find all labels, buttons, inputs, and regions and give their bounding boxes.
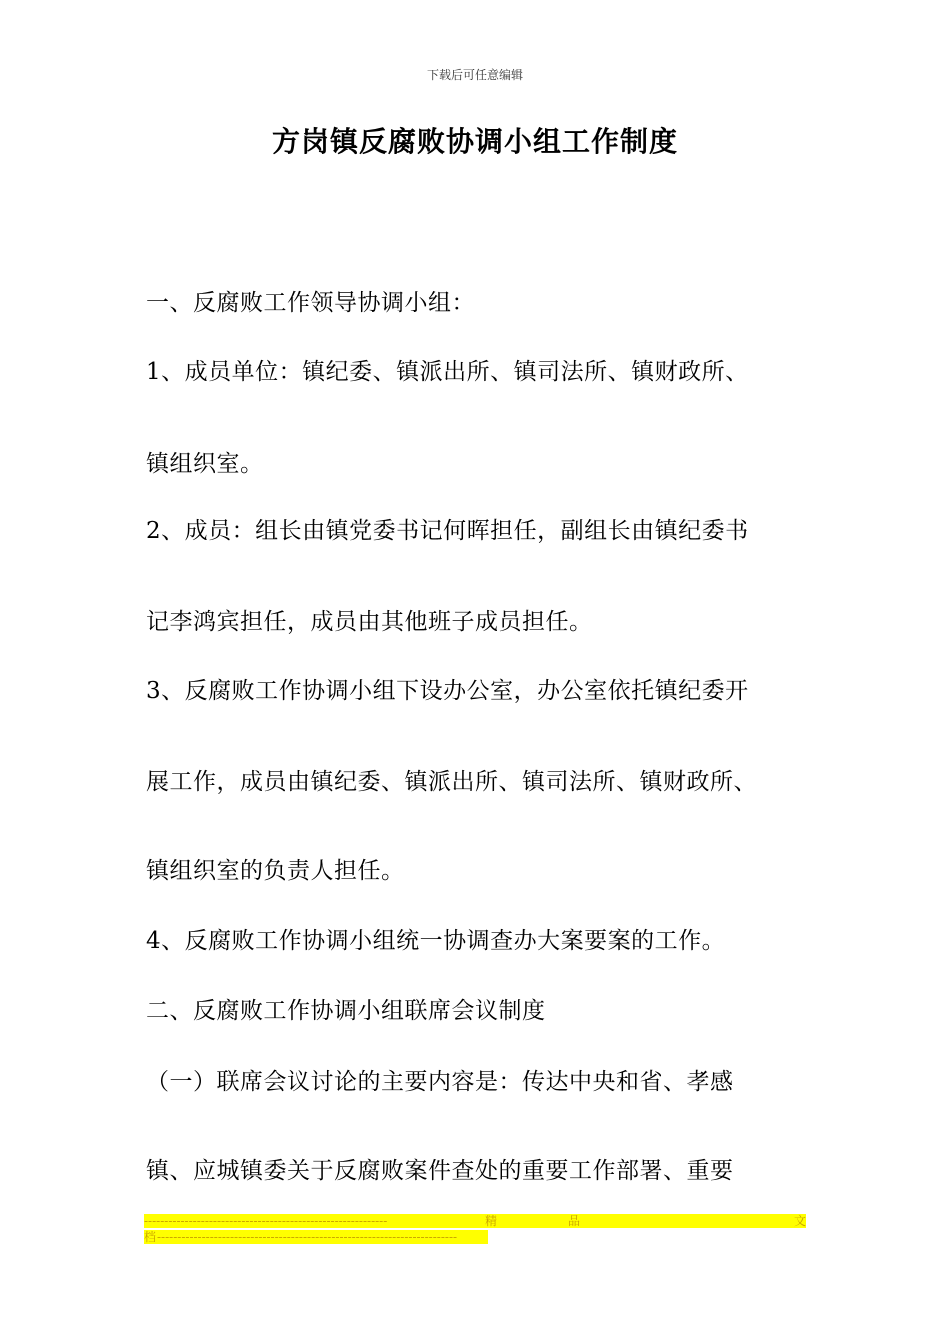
paragraph-line: 镇、应城镇委关于反腐败案件查处的重要工作部署、重要 bbox=[146, 1158, 734, 1184]
header-note: 下载后可任意编辑 bbox=[426, 68, 523, 82]
paragraph-line: 记李鸿宾担任，成员由其他班子成员担任。 bbox=[146, 609, 593, 635]
footer-text: 档 bbox=[144, 1230, 157, 1244]
paragraph-line: 4、反腐败工作协调小组统一协调查办大案要案的工作。 bbox=[146, 928, 726, 954]
paragraph-line: 展工作，成员由镇纪委、镇派出所、镇司法所、镇财政所、 bbox=[146, 769, 757, 795]
footer-text: 精 bbox=[485, 1214, 498, 1228]
document-title: 方岗镇反腐败协调小组工作制度 bbox=[271, 125, 678, 158]
paragraph-line: 镇组织室的负责人担任。 bbox=[146, 858, 405, 884]
paragraph-line: 一、反腐败工作领导协调小组： bbox=[146, 290, 475, 316]
paragraph-line: 镇组织室。 bbox=[146, 451, 264, 477]
footer-text: 文 bbox=[794, 1214, 807, 1228]
footer-dashes: ------------------------------------------------------------ bbox=[144, 1214, 388, 1228]
paragraph-line: 1、成员单位：镇纪委、镇派出所、镇司法所、镇财政所、 bbox=[146, 359, 749, 385]
footer-text: 品 bbox=[568, 1214, 581, 1228]
paragraph-line: （一）联席会议讨论的主要内容是：传达中央和省、孝感 bbox=[146, 1069, 734, 1095]
paragraph-line: 3、反腐败工作协调小组下设办公室，办公室依托镇纪委开 bbox=[146, 678, 749, 704]
footer-dashes: -------------------------------------------------------------------------- bbox=[157, 1230, 458, 1244]
paragraph-line: 二、反腐败工作协调小组联席会议制度 bbox=[146, 998, 546, 1024]
paragraph-line: 2、成员：组长由镇党委书记何晖担任，副组长由镇纪委书 bbox=[146, 518, 749, 544]
